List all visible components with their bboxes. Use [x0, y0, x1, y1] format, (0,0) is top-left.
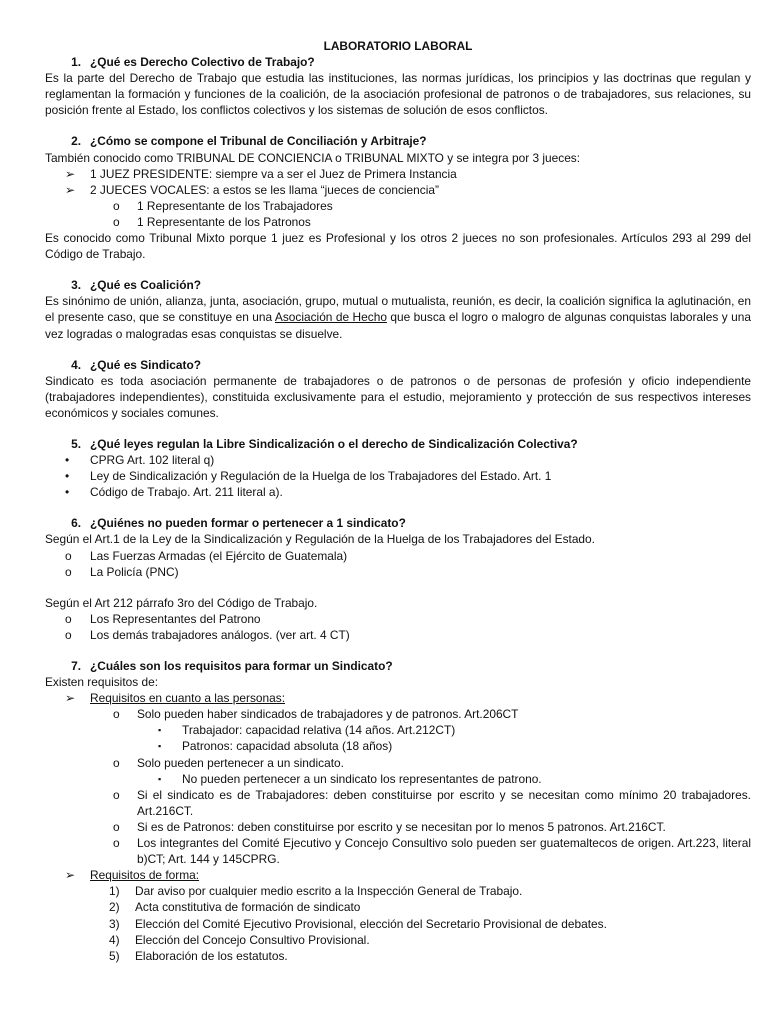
bullet-icon: • — [65, 485, 70, 500]
square-bullet-icon: ▪ — [158, 741, 162, 752]
list-item: o Solo pueden haber sindicados de trabajadores y de patronos. Art.206CT — [45, 706, 751, 722]
answer-paragraph: Sindicato es toda asociación permanente de trabajadores o de patronos o de personas de profesión y oficio independiente (trabajadores independientes), constituida exclusivamente para el estudio, mejoramiento y protección de sus respectivos intereses económicos y sociales comunes. — [45, 373, 751, 420]
list-item: o Las Fuerzas Armadas (el Ejército de Guatemala) — [45, 548, 751, 564]
circle-bullet-icon: o — [113, 819, 120, 834]
numbered-item: 2) Acta constitutiva de formación de sindicato — [45, 899, 751, 915]
answer-paragraph: Es conocido como Tribunal Mixto porque 1 juez es Profesional y los otros 2 jueces no son profesionales. Artículos 293 al 299 del Código de Trabajo. — [45, 231, 751, 262]
bullet-icon: • — [65, 453, 70, 468]
bullet-icon: • — [65, 469, 70, 484]
item-number: 3) — [109, 916, 120, 931]
square-bullet-icon: ▪ — [158, 773, 162, 784]
question-text: ¿Qué es Sindicato? — [90, 357, 201, 372]
circle-bullet-icon: o — [65, 548, 72, 563]
question-number: 2. — [71, 134, 81, 149]
question-1 — [45, 54, 751, 70]
list-heading: ➢ Requisitos de forma: — [45, 867, 751, 883]
item-number: 5) — [109, 948, 120, 963]
document-title: LABORATORIO LABORAL — [323, 39, 473, 53]
circle-bullet-icon: o — [113, 198, 120, 213]
question-6 — [45, 515, 751, 531]
question-2 — [45, 133, 751, 149]
question-number: 3. — [71, 278, 81, 293]
question-text: ¿Cómo se compone el Tribunal de Conciliación y Arbitraje? — [90, 134, 427, 149]
numbered-item: 3) Elección del Comité Ejecutivo Provisional, elección del Secretario Provisional de debates. — [45, 916, 751, 932]
item-number: 2) — [109, 900, 120, 915]
list-item: • CPRG Art. 102 literal q) — [45, 452, 751, 468]
question-text: ¿Qué leyes regulan la Libre Sindicalización o el derecho de Sindicalización Colectiva? — [90, 436, 578, 451]
question-number: 4. — [71, 357, 81, 372]
list-item: ➢ 1 JUEZ PRESIDENTE: siempre va a ser el Juez de Primera Instancia — [45, 166, 751, 182]
circle-bullet-icon: o — [113, 214, 120, 229]
circle-bullet-icon: o — [113, 755, 120, 770]
question-number: 6. — [71, 516, 81, 531]
answer-paragraph: Es la parte del Derecho de Trabajo que estudia las instituciones, las normas jurídicas, los principios y las doctrinas que regulan y reglamentan la formación y funciones de la coalición, de la asociación profesional de patronos o de trabajadores, sus relaciones, su posición frente al Estado, los conflictos colectivos y los sistemas de solución de esos conflictos. — [45, 71, 751, 118]
list-item: • Ley de Sindicalización y Regulación de la Huelga de los Trabajadores del Estado. Art. 1 — [45, 468, 751, 484]
list-item: o Solo pueden pertenecer a un sindicato. — [45, 755, 751, 771]
question-7 — [45, 658, 751, 674]
answer-paragraph: Según el Art.1 de la Ley de la Sindicalización y Regulación de la Huelga de los Trabajadores del Estado. — [45, 532, 595, 547]
question-3 — [45, 277, 751, 293]
numbered-item: 5) Elaboración de los estatutos. — [45, 948, 751, 964]
list-item: o Los Representantes del Patrono — [45, 611, 751, 627]
numbered-item: 1) Dar aviso por cualquier medio escrito a la Inspección General de Trabajo. — [45, 883, 751, 899]
question-text: ¿Qué es Coalición? — [90, 278, 201, 293]
list-item: o Los integrantes del Comité Ejecutivo y Concejo Consultivo solo pueden ser guatemaltecos de origen. Art.223, literal b)CT; Art. 144 y 145CPRG. — [45, 835, 751, 867]
circle-bullet-icon: o — [113, 787, 120, 802]
question-text: ¿Qué es Derecho Colectivo de Trabajo? — [90, 55, 315, 70]
numbered-item: 4) Elección del Concejo Consultivo Provisional. — [45, 932, 751, 948]
list-item: o Si es de Patronos: deben constituirse por escrito y se necesitan por lo menos 5 patronos. Art.216CT. — [45, 819, 751, 835]
list-item: o Si el sindicato es de Trabajadores: deben constituirse por escrito y se necesitan como mínimo 20 trabajadores. Art.216CT. — [45, 787, 751, 819]
item-number: 1) — [109, 884, 120, 899]
answer-paragraph: Según el Art 212 párrafo 3ro del Código de Trabajo. — [45, 595, 318, 610]
circle-bullet-icon: o — [65, 611, 72, 626]
question-5 — [45, 436, 751, 452]
question-number: 5. — [71, 436, 81, 451]
list-item: ▪ No pueden pertenecer a un sindicato los representantes de patrono. — [45, 771, 751, 787]
arrow-bullet-icon: ➢ — [65, 182, 75, 197]
answer-paragraph: También conocido como TRIBUNAL DE CONCIENCIA o TRIBUNAL MIXTO y se integra por 3 jueces: — [45, 150, 581, 165]
list-item: o Los demás trabajadores análogos. (ver art. 4 CT) — [45, 627, 751, 643]
list-item: ➢ 2 JUECES VOCALES: a estos se les llama “jueces de conciencia” — [45, 182, 751, 198]
arrow-bullet-icon: ➢ — [65, 691, 75, 706]
list-item: o La Policía (PNC) — [45, 564, 751, 580]
list-item: ▪ Patronos: capacidad absoluta (18 años) — [45, 738, 751, 754]
underlined-term: Asociación de Hecho — [274, 310, 387, 325]
question-number: 1. — [71, 55, 81, 70]
document-page — [45, 38, 751, 964]
circle-bullet-icon: o — [65, 627, 72, 642]
question-text: ¿Quiénes no pueden formar o pertenecer a 1 sindicato? — [90, 516, 406, 531]
list-heading: ➢ Requisitos en cuanto a las personas: — [45, 690, 751, 706]
list-item: o 1 Representante de los Trabajadores — [45, 198, 751, 214]
list-item: o 1 Representante de los Patronos — [45, 214, 751, 230]
arrow-bullet-icon: ➢ — [65, 868, 75, 883]
circle-bullet-icon: o — [65, 564, 72, 579]
list-item: ▪ Trabajador: capacidad relativa (14 años. Art.212CT) — [45, 722, 751, 738]
circle-bullet-icon: o — [113, 836, 120, 851]
question-4 — [45, 357, 751, 373]
circle-bullet-icon: o — [113, 707, 120, 722]
arrow-bullet-icon: ➢ — [65, 166, 75, 181]
answer-paragraph: Es sinónimo de unión, alianza, junta, asociación, grupo, mutual o mutualista, reunión, es decir, la coalición significa la aglutinación, en el presente caso, que se constituye en una Asociación de Hecho que busca el logro o malogro de algunas conquistas laborales y una vez logradas o malogradas esas conquistas se disuelve. — [45, 294, 751, 341]
square-bullet-icon: ▪ — [158, 725, 162, 736]
question-text: ¿Cuáles son los requisitos para formar un Sindicato? — [90, 659, 393, 673]
item-number: 4) — [109, 932, 120, 947]
question-number: 7. — [71, 659, 81, 673]
list-item: • Código de Trabajo. Art. 211 literal a). — [45, 484, 751, 500]
answer-paragraph: Existen requisitos de: — [45, 675, 159, 690]
